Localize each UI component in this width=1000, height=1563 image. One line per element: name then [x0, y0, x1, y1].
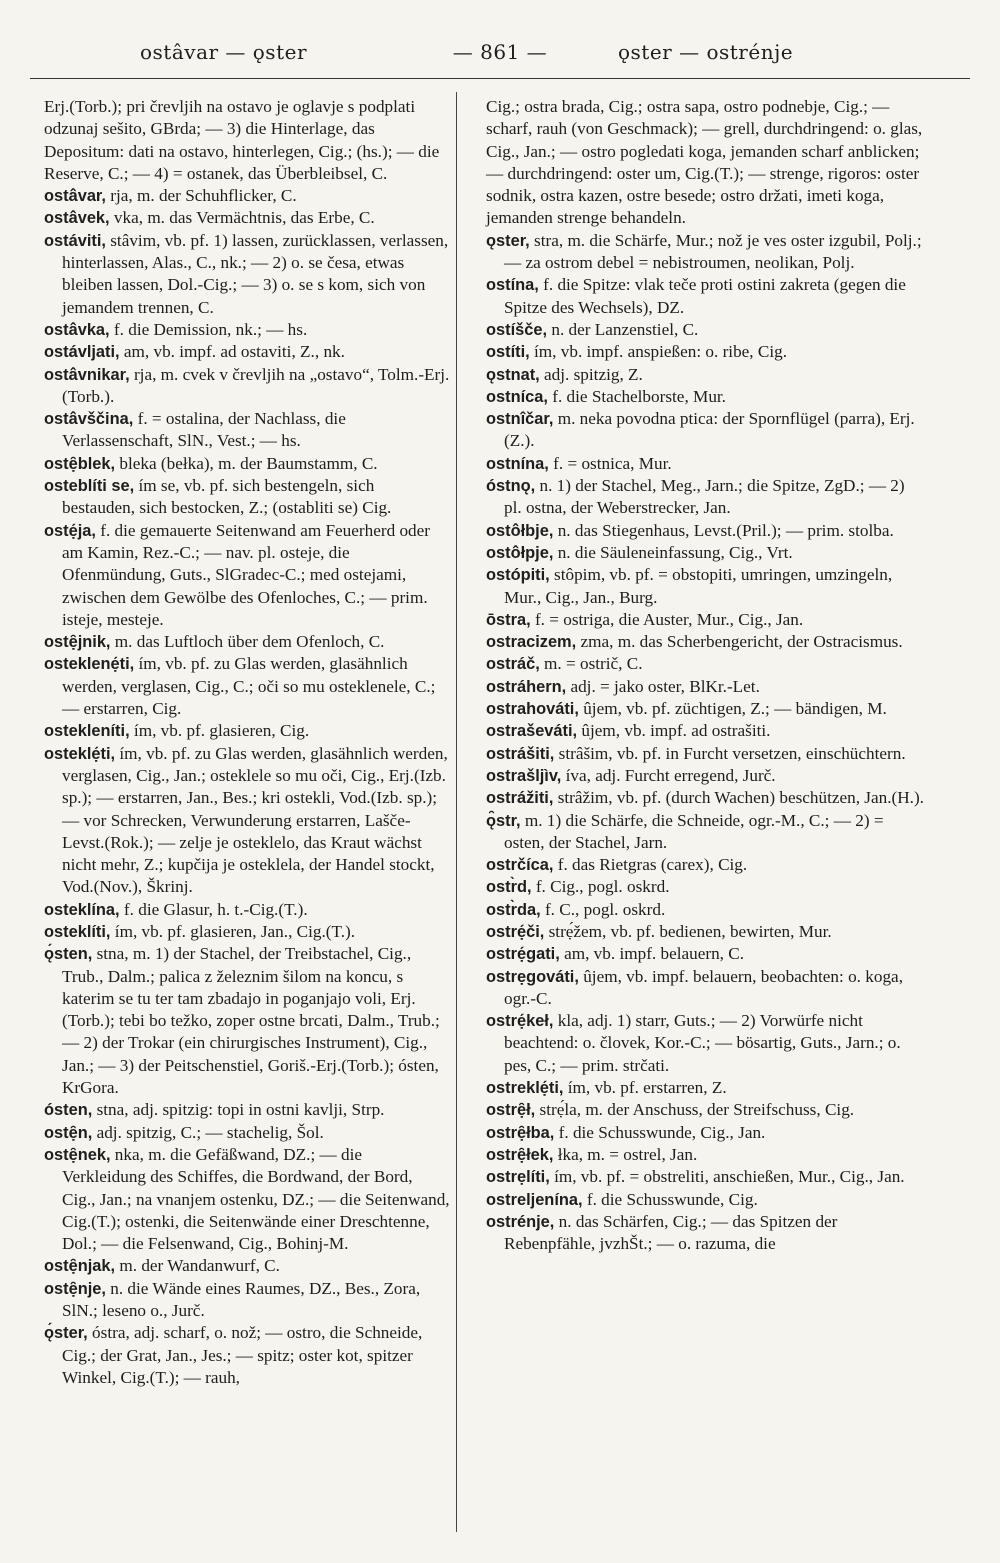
dictionary-entry [44, 631, 450, 653]
entry-headword: ostrẹ́gati, [486, 945, 560, 964]
dictionary-entry [44, 520, 450, 631]
running-head-left: ostâvar — ǫster [140, 40, 308, 64]
entry-definition: m. der Wandanwurf, C. [119, 1256, 280, 1276]
entry-definition: m. das Luftloch über dem Ofenloch, C. [114, 632, 385, 652]
entry-definition: kla, adj. 1) starr, Guts.; — 2) Vorwürfe nicht beachtend: o. človek, Kor.-C.; — bösartig, Guts., Jarn.; o. pes, C.; — prim. strčati. [504, 1011, 901, 1075]
column-divider [456, 92, 457, 1532]
entry-headword: ǫ́ster, [44, 1324, 88, 1343]
dictionary-entry [486, 966, 926, 1011]
entry-definition: strâšim, vb. pf. in Furcht versetzen, einschüchtern. [558, 743, 906, 763]
page-number: — 861 — [452, 40, 548, 64]
entry-headword: ostrážiti, [486, 789, 554, 808]
entry-headword: ostẹ̑nek, [44, 1145, 111, 1164]
entry-definition: ûjem, vb. pf. züchtigen, Z.; — bändigen, M. [583, 699, 887, 719]
entry-headword: ostẹ̑blek, [44, 454, 116, 473]
entry-headword: ostâvščina, [44, 410, 134, 429]
entry-headword: ostâvnikar, [44, 365, 130, 384]
dictionary-entry [44, 899, 450, 921]
entry-definition: n. 1) der Stachel, Meg., Jarn.; die Spitze, ZgD.; — 2) pl. ostna, der Weberstrecker, Jan. [504, 476, 905, 518]
running-head-right: ǫster — ostrénje [618, 40, 794, 64]
dictionary-entry [486, 319, 926, 341]
dictionary-entry [486, 1010, 926, 1077]
entry-definition: f. Cig., pogl. oskrd. [535, 877, 670, 897]
entry-definition: Cig.; ostra brada, Cig.; ostra sapa, ostro podnebje, Cig.; — scharf, rauh (von Geschmack); — grell, durchdringend: o. glas, Cig., Jan.; — ostro pogledati koga, jemanden scharf anblicken; — durchdringend: oster um, Cig.(T.); — strenge, rigoros: oster sodnik, ostra kazen, ostre besede; ostro držati, imeti koga, jemanden strenge behandeln. [486, 97, 923, 228]
entry-headword: ostrẹ́keł, [486, 1012, 554, 1031]
entry-headword: ostrẹ́či, [486, 922, 545, 941]
entry-definition: strẹ́žem, vb. pf. bedienen, bewirten, Mur. [548, 921, 832, 941]
dictionary-entry [486, 475, 926, 520]
entry-definition: rja, m. cvek v črevljih na „ostavo“, Tolm.-Erj.(Torb.). [62, 364, 450, 406]
dictionary-entry [486, 810, 926, 855]
dictionary-entry [486, 765, 926, 787]
dictionary-entry [486, 1211, 926, 1256]
dictionary-entry [486, 1099, 926, 1121]
entry-definition: ûjem, vb. impf. belauern, beobachten: o. koga, ogr.-C. [504, 966, 903, 1008]
dictionary-entry [44, 230, 450, 319]
dictionary-entry [44, 743, 450, 899]
entry-definition: stôpim, vb. pf. = obstopiti, umringen, umzingeln, Mur., Cig., Jan., Burg. [504, 565, 893, 607]
entry-definition: stna, m. 1) der Stachel, der Treibstachel, Cig., Trub., Dalm.; palica z železnim šilom na koncu, s katerim se tu ter tam zbadajo in poganjajo voli, Erj.(Torb.); tebi bo težko, zoper ostne brcati, Dalm., Trub.; — 2) der Trokar (ein chirurgisches Instrument), Cig., Jan.; — 3) der Peitschenstiel, Goriš.-Erj.(Torb.); ósten, KrGora. [62, 944, 440, 1098]
entry-headword: ostâvar, [44, 187, 106, 206]
entry-headword: ostẹ̑nje, [44, 1279, 106, 1298]
entry-definition: nka, m. die Gefäßwand, DZ.; — die Verkleidung des Schiffes, die Bordwand, der Bord, Cig., Jan.; na vnanjem ostenku, DZ.; — die Seitenwand, Cig.(T.); ostenki, die Seitenwände einer Dreschtenne, Dol.; — die Felsenwand, Cig., Bohinj-M. [62, 1144, 450, 1254]
entry-definition: f. die Glasur, h. t.-Cig.(T.). [123, 899, 308, 919]
dictionary-entry [44, 921, 450, 943]
entry-definition: íva, adj. Furcht erregend, Jurč. [565, 765, 776, 785]
entry-headword: ostnîčar, [486, 410, 554, 429]
entry-definition: ím, vb. impf. anspießen: o. ribe, Cig. [534, 342, 788, 362]
dictionary-entry [44, 1255, 450, 1277]
dictionary-entry [44, 1278, 450, 1323]
dictionary-entry [486, 698, 926, 720]
dictionary-entry [486, 943, 926, 965]
entry-headword: ostẹ́ja, [44, 521, 96, 540]
dictionary-entry [44, 1099, 450, 1121]
entry-headword: ostrẹ̑łek, [486, 1145, 554, 1164]
dictionary-entry [486, 854, 926, 876]
entry-headword: ostníca, [486, 387, 548, 406]
entry-definition: rja, m. der Schuhflicker, C. [110, 186, 297, 206]
entry-definition: ím, vb. pf. glasieren, Cig. [133, 721, 310, 741]
entry-definition: óstra, adj. scharf, o. nož; — ostro, die Schneide, Cig.; der Grat, Jan., Jes.; — spitz; oster kot, spitzer Winkel, Cig.(T.); — rauh, [62, 1323, 423, 1387]
page-header [30, 28, 970, 79]
entry-headword: ostracizem, [486, 633, 577, 652]
entry-headword: ostávljati, [44, 343, 120, 362]
entry-headword: ostekleníti, [44, 722, 130, 741]
dictionary-entry [44, 475, 450, 520]
entry-definition: strâžim, vb. pf. (durch Wachen) beschützen, Jan.(H.). [557, 788, 924, 808]
entry-headword: ostrẹlíti, [486, 1168, 550, 1187]
entry-headword: osteblíti se, [44, 477, 135, 496]
entry-headword: ostína, [486, 276, 539, 295]
entry-headword: osteklẹ́ti, [44, 744, 116, 763]
dictionary-entry [44, 364, 450, 409]
entry-headword: ostíti, [486, 343, 530, 362]
entry-definition: ím se, vb. pf. sich bestengeln, sich bestauden, sich bestocken, Z.; (ostabliti se) Cig. [62, 476, 392, 518]
entry-definition: f. die Schusswunde, Cig., Jan. [558, 1122, 766, 1142]
dictionary-entry [486, 96, 926, 230]
dictionary-entry [44, 1144, 450, 1255]
dictionary-entry [44, 319, 450, 341]
entry-definition: bleka (bełka), m. der Baumstamm, C. [119, 453, 378, 473]
entry-definition: łka, m. = ostrel, Jan. [557, 1144, 698, 1164]
dictionary-entry [44, 96, 450, 185]
entry-headword: ostnína, [486, 454, 549, 473]
dictionary-entry [44, 207, 450, 229]
dictionary-entry [486, 876, 926, 898]
entry-headword: ostrašljìv, [486, 766, 562, 785]
dictionary-entry [486, 341, 926, 363]
dictionary-entry [486, 653, 926, 675]
entry-definition: n. die Wände eines Raumes, DZ., Bes., Zora, SlN.; leseno o., Jurč. [62, 1278, 421, 1321]
dictionary-entry [486, 542, 926, 564]
entry-definition: Erj.(Torb.); pri črevljih na ostavo je oglavje s podplati odzunaj sešito, GBrda; — 3) die Hinterlage, das Depositum: dati na ostavo, hinterlegen, Cig.; (hs.); — die Reserve, C.; — 4) = ostanek, das Überbleibsel, C. [44, 97, 440, 183]
entry-definition: f. = ostalina, der Nachlass, die Verlassenschaft, SlN., Vest.; — hs. [62, 409, 346, 451]
entry-definition: n. das Stiegenhaus, Levst.(Pril.); — prim. stolba. [557, 520, 894, 540]
dictionary-entry [486, 230, 926, 275]
entry-headword: ostr̀da, [486, 900, 541, 919]
entry-definition: adj. spitzig, Z. [544, 364, 643, 384]
entry-headword: ostreklẹ́ti, [486, 1079, 564, 1098]
entry-headword: ostẹ̑njak, [44, 1257, 116, 1276]
entry-headword: osteklenẹ́ti, [44, 655, 135, 674]
entry-headword: ǫstnat, [486, 365, 540, 384]
dictionary-entry [486, 921, 926, 943]
dictionary-entry [486, 364, 926, 386]
entry-headword: ostrčíca, [486, 856, 554, 875]
dictionary-entry [486, 787, 926, 809]
entry-definition: f. die Spitze: vlak teče proti ostini zakreta (gegen die Spitze des Wechsels), DZ. [504, 275, 906, 317]
entry-definition: f. die Stachelborste, Mur. [552, 386, 726, 406]
entry-headword: ostraševáti, [486, 722, 578, 741]
entry-definition: ím, vb. pf. = obstreliti, anschießen, Mur., Cig., Jan. [554, 1167, 905, 1187]
dictionary-entry [486, 274, 926, 319]
entry-definition: f. die gemauerte Seitenwand am Feuerherd oder am Kamin, Rez.-C.; — nav. pl. osteje, die Ofenmündung, Guts., SlGradec-C.; med ostejami, zwischen dem Gewölbe des Ofenloches, C.; — prim. isteje, mesteje. [62, 520, 431, 629]
entry-definition: f. = ostriga, die Auster, Mur., Cig., Jan. [534, 609, 804, 629]
dictionary-entry [44, 1322, 450, 1389]
entry-definition: stna, adj. spitzig: topi in ostni kavlji, Strp. [96, 1100, 385, 1120]
entry-definition: m. 1) die Schärfe, die Schneide, ogr.-M., C.; — 2) = osten, der Stachel, Jarn. [504, 810, 884, 852]
entry-definition: n. das Schärfen, Cig.; — das Spitzen der Rebenpfähle, jvzhŠt.; — o. razuma, die [504, 1211, 838, 1254]
entry-definition: f. die Schusswunde, Cig. [586, 1189, 758, 1209]
entry-definition: m. neka povodna ptica: der Spornflügel (parra), Erj.(Z.). [504, 409, 915, 451]
entry-definition: strẹ́la, m. der Anschuss, der Streifschuss, Cig. [539, 1100, 855, 1120]
dictionary-entry [486, 1077, 926, 1099]
entry-headword: óstnǫ, [486, 477, 536, 496]
dictionary-entry [486, 564, 926, 609]
entry-headword: ǫ́sten, [44, 945, 93, 964]
entry-headword: ósten, [44, 1101, 93, 1120]
entry-definition: f. das Rietgras (carex), Cig. [557, 855, 748, 875]
entry-definition: ím, vb. pf. glasieren, Jan., Cig.(T.). [114, 921, 356, 941]
entry-definition: ím, vb. pf. zu Glas werden, glasähnlich werden, verglasen, Cig., Jan.; osteklele so mu oči, Cig., Erj.(Izb. sp.); — erstarren, Jan., Bes.; kri ostekli, Vod.(Izb. sp.); — vor Schrecken, Verwunderung erstarren, Lašče-Levst.(Rok.); — zelje je osteklelo, das Kraut wächst nicht mehr, Z.; kupčija je osteklela, der Handel stockt, Vod.(Nov.), Škrinj. [62, 743, 448, 897]
dictionary-entry [486, 676, 926, 698]
entry-definition: ím, vb. pf. erstarren, Z. [567, 1078, 727, 1098]
entry-definition: m. = ostrič, C. [544, 654, 643, 674]
entry-headword: ostr̀d, [486, 878, 532, 897]
entry-headword: ostẹ̑n, [44, 1123, 93, 1142]
entry-headword: ostreljenína, [486, 1190, 583, 1209]
entry-definition: adj. spitzig, C.; — stachelig, Šol. [96, 1122, 324, 1142]
entry-definition: vka, m. das Vermächtnis, das Erbe, C. [113, 208, 375, 228]
dictionary-entry [486, 720, 926, 742]
dictionary-entry [44, 653, 450, 720]
entry-definition: am, vb. impf. belauern, C. [564, 944, 745, 964]
dictionary-entry [44, 720, 450, 742]
entry-headword: ostrášiti, [486, 744, 555, 763]
entry-definition: adj. = jako oster, BlKr.-Let. [570, 676, 760, 696]
entry-definition: stâvim, vb. pf. 1) lassen, zurücklassen, verlassen, hinterlassen, Alas., C., nk.; — 2) o. se česa, etwas bleiben lassen, Dol.-Cig.; — 3) o. se s kom, sich von jemandem trennen, C. [62, 230, 449, 317]
entry-headword: ǫ̑str, [486, 811, 521, 830]
dictionary-entry [486, 453, 926, 475]
entry-definition: stra, m. die Schärfe, Mur.; nož je ves oster izgubil, Polj.; — za ostrom debel = nebistroumen, neolikan, Polj. [504, 230, 922, 273]
dictionary-entry [44, 341, 450, 363]
entry-headword: ostáviti, [44, 231, 106, 250]
dictionary-entry [486, 520, 926, 542]
entry-headword: osteklíti, [44, 922, 111, 941]
dictionary-entry [486, 743, 926, 765]
entry-headword: ostrénje, [486, 1212, 555, 1231]
entry-definition: n. der Lanzenstiel, C. [551, 319, 699, 339]
entry-headword: ōstra, [486, 610, 531, 629]
entry-headword: ostrẹ̑ł, [486, 1101, 536, 1120]
dictionary-entry [486, 1122, 926, 1144]
entry-definition: am, vb. impf. ad ostaviti, Z., nk. [123, 342, 345, 362]
dictionary-entry [486, 408, 926, 453]
entry-definition: f. = ostnica, Mur. [553, 453, 672, 473]
entry-headword: ostráhern, [486, 677, 567, 696]
dictionary-entry [44, 943, 450, 1099]
right-column [486, 96, 926, 1255]
entry-headword: ostôłbje, [486, 521, 554, 540]
dictionary-entry [486, 609, 926, 631]
entry-headword: ostrahováti, [486, 700, 579, 719]
dictionary-entry [486, 1144, 926, 1166]
entry-headword: ostâvek, [44, 209, 110, 228]
dictionary-entry [486, 386, 926, 408]
entry-headword: ostẹ̑jnik, [44, 633, 111, 652]
dictionary-entry [44, 408, 450, 453]
entry-definition: f. C., pogl. oskrd. [544, 899, 666, 919]
entry-definition: f. die Demission, nk.; — hs. [113, 319, 308, 339]
entry-headword: ostópiti, [486, 566, 550, 585]
entry-headword: ostrẹgováti, [486, 967, 579, 986]
entry-headword: osteklína, [44, 900, 120, 919]
entry-definition: zma, m. das Scherbengericht, der Ostracismus. [580, 632, 903, 652]
dictionary-entry [486, 899, 926, 921]
entry-headword: ostâvka, [44, 320, 110, 339]
dictionary-entry [486, 1189, 926, 1211]
entry-definition: ûjem, vb. impf. ad ostrašiti. [581, 721, 771, 741]
dictionary-entry [486, 631, 926, 653]
dictionary-entry [44, 185, 450, 207]
dictionary-entry [44, 1122, 450, 1144]
dictionary-entry [486, 1166, 926, 1188]
entry-headword: ostráč, [486, 655, 540, 674]
entry-headword: ǫster, [486, 231, 530, 250]
dictionary-entry [44, 453, 450, 475]
entry-headword: ostrẹ̑łba, [486, 1123, 555, 1142]
entry-definition: n. die Säuleneinfassung, Cig., Vrt. [557, 542, 793, 562]
entry-headword: ostôłpje, [486, 543, 554, 562]
entry-headword: ostíšče, [486, 320, 548, 339]
entry-definition: ím, vb. pf. zu Glas werden, glasähnlich werden, verglasen, Cig., C.; oči so mu osteklenele, C.; — erstarren, Cig. [62, 654, 436, 719]
left-column [44, 96, 450, 1389]
